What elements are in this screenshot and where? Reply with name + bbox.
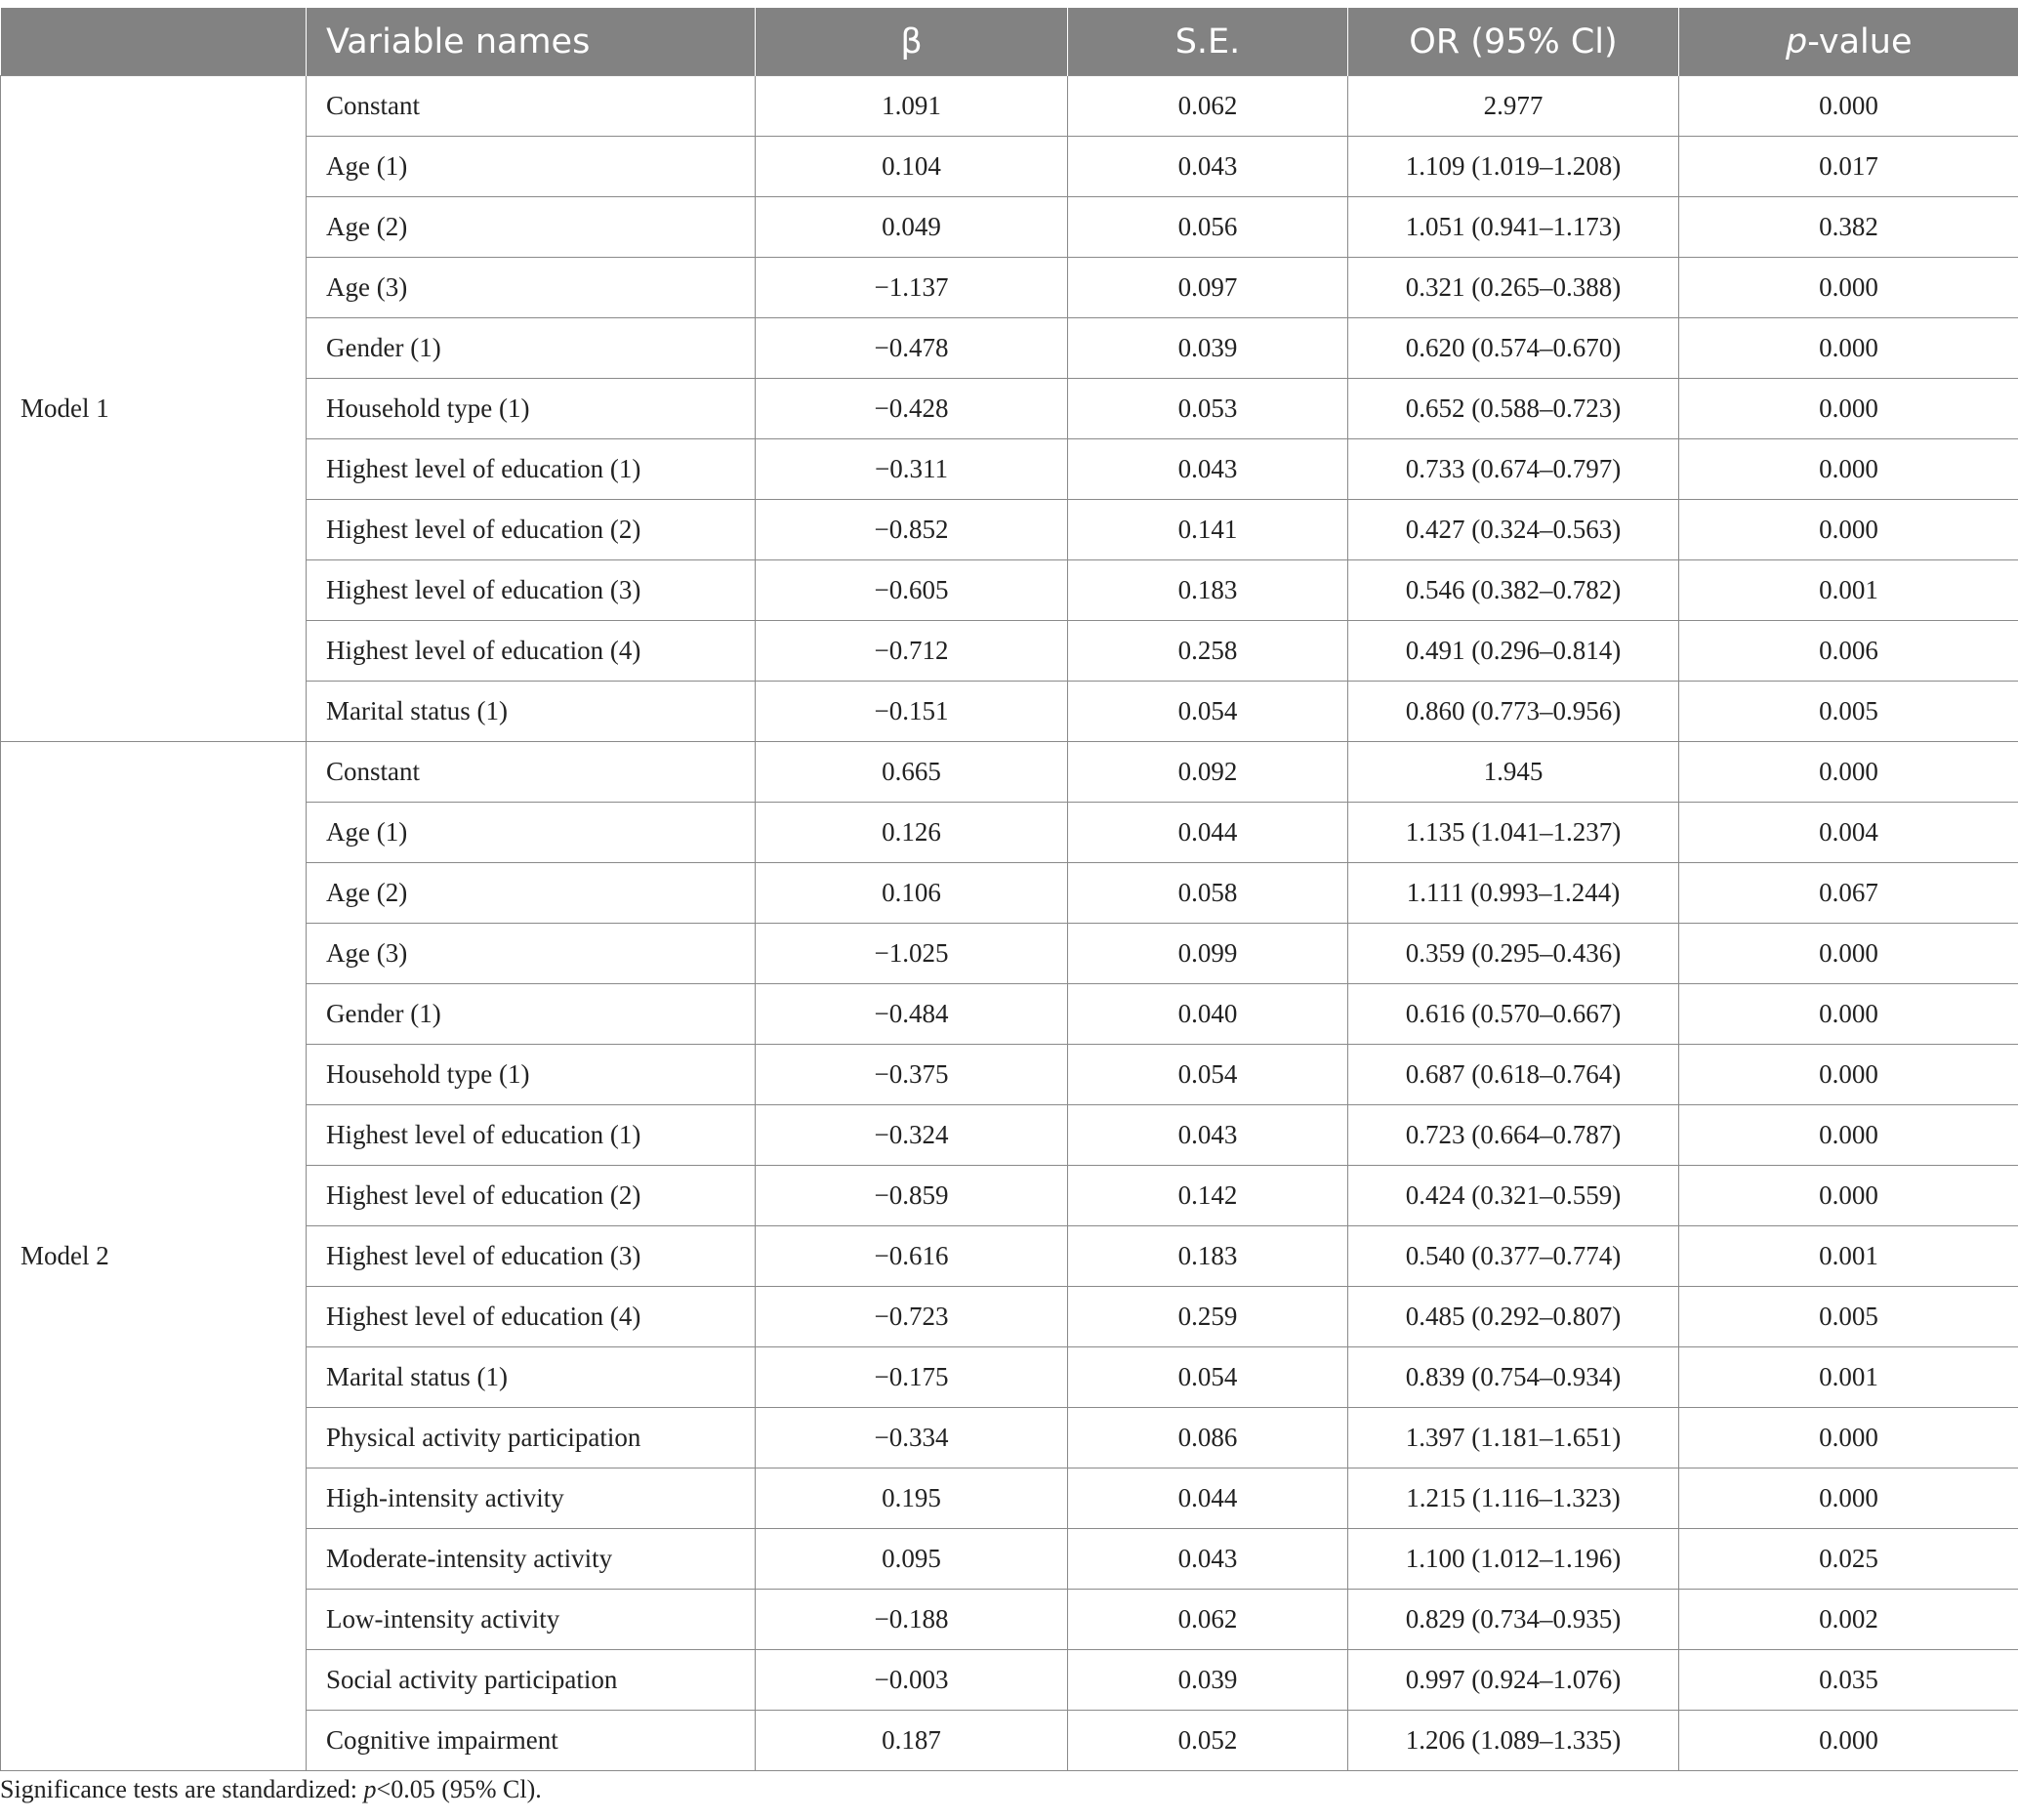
footnote-pre: Significance tests are standardized: <box>0 1775 364 1803</box>
se-cell: 0.044 <box>1068 803 1348 863</box>
se-cell: 0.054 <box>1068 682 1348 742</box>
p-value-cell: 0.001 <box>1679 560 2018 621</box>
beta-cell: 0.195 <box>756 1468 1068 1529</box>
variable-name-cell: Marital status (1) <box>307 1347 756 1408</box>
or-cell: 1.135 (1.041–1.237) <box>1348 803 1679 863</box>
se-cell: 0.054 <box>1068 1347 1348 1408</box>
variable-name-cell: Highest level of education (4) <box>307 1287 756 1347</box>
header-model <box>1 8 307 76</box>
or-cell: 1.945 <box>1348 742 1679 803</box>
variable-name-cell: Age (2) <box>307 863 756 924</box>
p-value-cell: 0.382 <box>1679 197 2018 258</box>
beta-cell: −0.859 <box>756 1166 1068 1226</box>
table-body <box>1 76 2018 1771</box>
beta-cell: 0.106 <box>756 863 1068 924</box>
or-cell: 0.997 (0.924–1.076) <box>1348 1650 1679 1711</box>
or-cell: 1.100 (1.012–1.196) <box>1348 1529 1679 1590</box>
variable-name-cell: Constant <box>307 742 756 803</box>
beta-cell: −0.175 <box>756 1347 1068 1408</box>
se-cell: 0.044 <box>1068 1468 1348 1529</box>
se-cell: 0.043 <box>1068 1529 1348 1590</box>
beta-cell: −0.324 <box>756 1105 1068 1166</box>
or-cell: 0.427 (0.324–0.563) <box>1348 500 1679 560</box>
se-cell: 0.141 <box>1068 500 1348 560</box>
or-cell: 0.321 (0.265–0.388) <box>1348 258 1679 318</box>
p-value-cell: 0.000 <box>1679 76 2018 137</box>
p-value-cell: 0.000 <box>1679 1045 2018 1105</box>
se-cell: 0.142 <box>1068 1166 1348 1226</box>
se-cell: 0.054 <box>1068 1045 1348 1105</box>
or-cell: 1.109 (1.019–1.208) <box>1348 137 1679 197</box>
or-cell: 0.616 (0.570–0.667) <box>1348 984 1679 1045</box>
or-cell: 0.485 (0.292–0.807) <box>1348 1287 1679 1347</box>
p-value-cell: 0.000 <box>1679 984 2018 1045</box>
beta-cell: 0.126 <box>756 803 1068 863</box>
variable-name-cell: Age (3) <box>307 924 756 984</box>
p-value-cell: 0.000 <box>1679 500 2018 560</box>
or-cell: 1.206 (1.089–1.335) <box>1348 1711 1679 1771</box>
variable-name-cell: Highest level of education (2) <box>307 1166 756 1226</box>
header-p-italic: p <box>1785 21 1808 62</box>
header-variable-names: Variable names <box>307 8 756 76</box>
p-value-cell: 0.000 <box>1679 439 2018 500</box>
footnote-p-italic: p <box>363 1775 377 1803</box>
p-value-cell: 0.005 <box>1679 682 2018 742</box>
beta-cell: −0.375 <box>756 1045 1068 1105</box>
p-value-cell: 0.001 <box>1679 1226 2018 1287</box>
se-cell: 0.053 <box>1068 379 1348 439</box>
p-value-cell: 0.006 <box>1679 621 2018 682</box>
or-cell: 0.540 (0.377–0.774) <box>1348 1226 1679 1287</box>
beta-cell: −0.151 <box>756 682 1068 742</box>
p-value-cell: 0.000 <box>1679 924 2018 984</box>
beta-cell: 0.665 <box>756 742 1068 803</box>
se-cell: 0.086 <box>1068 1408 1348 1468</box>
p-value-cell: 0.000 <box>1679 1468 2018 1529</box>
regression-table <box>0 8 2018 1771</box>
beta-cell: −0.605 <box>756 560 1068 621</box>
header-se: S.E. <box>1068 8 1348 76</box>
variable-name-cell: Highest level of education (1) <box>307 1105 756 1166</box>
header-p-rest: -value <box>1807 21 1913 62</box>
variable-name-cell: Highest level of education (3) <box>307 560 756 621</box>
variable-name-cell: Moderate-intensity activity <box>307 1529 756 1590</box>
beta-cell: −0.484 <box>756 984 1068 1045</box>
variable-name-cell: Social activity participation <box>307 1650 756 1711</box>
beta-cell: −1.025 <box>756 924 1068 984</box>
p-value-cell: 0.000 <box>1679 1166 2018 1226</box>
or-cell: 1.051 (0.941–1.173) <box>1348 197 1679 258</box>
header-row <box>1 8 2018 76</box>
model-label: Model 2 <box>1 742 307 1771</box>
se-cell: 0.099 <box>1068 924 1348 984</box>
beta-cell: 1.091 <box>756 76 1068 137</box>
beta-cell: −0.616 <box>756 1226 1068 1287</box>
beta-cell: 0.095 <box>756 1529 1068 1590</box>
or-cell: 0.687 (0.618–0.764) <box>1348 1045 1679 1105</box>
p-value-cell: 0.005 <box>1679 1287 2018 1347</box>
se-cell: 0.259 <box>1068 1287 1348 1347</box>
or-cell: 0.359 (0.295–0.436) <box>1348 924 1679 984</box>
or-cell: 1.215 (1.116–1.323) <box>1348 1468 1679 1529</box>
or-cell: 1.397 (1.181–1.651) <box>1348 1408 1679 1468</box>
variable-name-cell: Gender (1) <box>307 984 756 1045</box>
beta-cell: −0.003 <box>756 1650 1068 1711</box>
model-label: Model 1 <box>1 76 307 742</box>
variable-name-cell: Household type (1) <box>307 379 756 439</box>
se-cell: 0.258 <box>1068 621 1348 682</box>
or-cell: 0.839 (0.754–0.934) <box>1348 1347 1679 1408</box>
or-cell: 0.652 (0.588–0.723) <box>1348 379 1679 439</box>
variable-name-cell: Highest level of education (4) <box>307 621 756 682</box>
table-header <box>1 8 2018 76</box>
p-value-cell: 0.000 <box>1679 1408 2018 1468</box>
variable-name-cell: Cognitive impairment <box>307 1711 756 1771</box>
beta-cell: −1.137 <box>756 258 1068 318</box>
se-cell: 0.043 <box>1068 1105 1348 1166</box>
beta-cell: −0.712 <box>756 621 1068 682</box>
header-or: OR (95% Cl) <box>1348 8 1679 76</box>
beta-cell: 0.049 <box>756 197 1068 258</box>
header-beta: β <box>756 8 1068 76</box>
variable-name-cell: Highest level of education (2) <box>307 500 756 560</box>
or-cell: 0.829 (0.734–0.935) <box>1348 1590 1679 1650</box>
variable-name-cell: Low-intensity activity <box>307 1590 756 1650</box>
p-value-cell: 0.000 <box>1679 379 2018 439</box>
variable-name-cell: Age (1) <box>307 803 756 863</box>
variable-name-cell: Household type (1) <box>307 1045 756 1105</box>
variable-name-cell: Age (1) <box>307 137 756 197</box>
variable-name-cell: Age (3) <box>307 258 756 318</box>
variable-name-cell: Highest level of education (1) <box>307 439 756 500</box>
se-cell: 0.043 <box>1068 137 1348 197</box>
p-value-cell: 0.000 <box>1679 1711 2018 1771</box>
beta-cell: 0.187 <box>756 1711 1068 1771</box>
variable-name-cell: Highest level of education (3) <box>307 1226 756 1287</box>
beta-cell: −0.852 <box>756 500 1068 560</box>
or-cell: 0.491 (0.296–0.814) <box>1348 621 1679 682</box>
beta-cell: −0.428 <box>756 379 1068 439</box>
footnote-post: <0.05 (95% Cl). <box>376 1775 542 1803</box>
p-value-cell: 0.025 <box>1679 1529 2018 1590</box>
p-value-cell: 0.004 <box>1679 803 2018 863</box>
se-cell: 0.062 <box>1068 1590 1348 1650</box>
se-cell: 0.039 <box>1068 1650 1348 1711</box>
or-cell: 0.733 (0.674–0.797) <box>1348 439 1679 500</box>
table-row <box>1 742 2018 803</box>
se-cell: 0.039 <box>1068 318 1348 379</box>
regression-table-container <box>0 8 2018 1771</box>
beta-cell: −0.723 <box>756 1287 1068 1347</box>
se-cell: 0.183 <box>1068 1226 1348 1287</box>
se-cell: 0.056 <box>1068 197 1348 258</box>
variable-name-cell: High-intensity activity <box>307 1468 756 1529</box>
se-cell: 0.097 <box>1068 258 1348 318</box>
beta-cell: −0.188 <box>756 1590 1068 1650</box>
se-cell: 0.092 <box>1068 742 1348 803</box>
variable-name-cell: Physical activity participation <box>307 1408 756 1468</box>
or-cell: 1.111 (0.993–1.244) <box>1348 863 1679 924</box>
se-cell: 0.040 <box>1068 984 1348 1045</box>
variable-name-cell: Constant <box>307 76 756 137</box>
or-cell: 0.546 (0.382–0.782) <box>1348 560 1679 621</box>
or-cell: 0.620 (0.574–0.670) <box>1348 318 1679 379</box>
variable-name-cell: Marital status (1) <box>307 682 756 742</box>
variable-name-cell: Gender (1) <box>307 318 756 379</box>
se-cell: 0.058 <box>1068 863 1348 924</box>
se-cell: 0.052 <box>1068 1711 1348 1771</box>
header-p-value <box>1679 8 2018 76</box>
se-cell: 0.043 <box>1068 439 1348 500</box>
p-value-cell: 0.000 <box>1679 1105 2018 1166</box>
p-value-cell: 0.035 <box>1679 1650 2018 1711</box>
beta-cell: 0.104 <box>756 137 1068 197</box>
p-value-cell: 0.000 <box>1679 258 2018 318</box>
table-row <box>1 76 2018 137</box>
or-cell: 0.424 (0.321–0.559) <box>1348 1166 1679 1226</box>
p-value-cell: 0.017 <box>1679 137 2018 197</box>
or-cell: 0.860 (0.773–0.956) <box>1348 682 1679 742</box>
p-value-cell: 0.067 <box>1679 863 2018 924</box>
p-value-cell: 0.002 <box>1679 1590 2018 1650</box>
or-cell: 0.723 (0.664–0.787) <box>1348 1105 1679 1166</box>
p-value-cell: 0.001 <box>1679 1347 2018 1408</box>
p-value-cell: 0.000 <box>1679 742 2018 803</box>
se-cell: 0.062 <box>1068 76 1348 137</box>
footnote <box>0 1775 542 1804</box>
beta-cell: −0.311 <box>756 439 1068 500</box>
beta-cell: −0.334 <box>756 1408 1068 1468</box>
or-cell: 2.977 <box>1348 76 1679 137</box>
se-cell: 0.183 <box>1068 560 1348 621</box>
p-value-cell: 0.000 <box>1679 318 2018 379</box>
beta-cell: −0.478 <box>756 318 1068 379</box>
variable-name-cell: Age (2) <box>307 197 756 258</box>
